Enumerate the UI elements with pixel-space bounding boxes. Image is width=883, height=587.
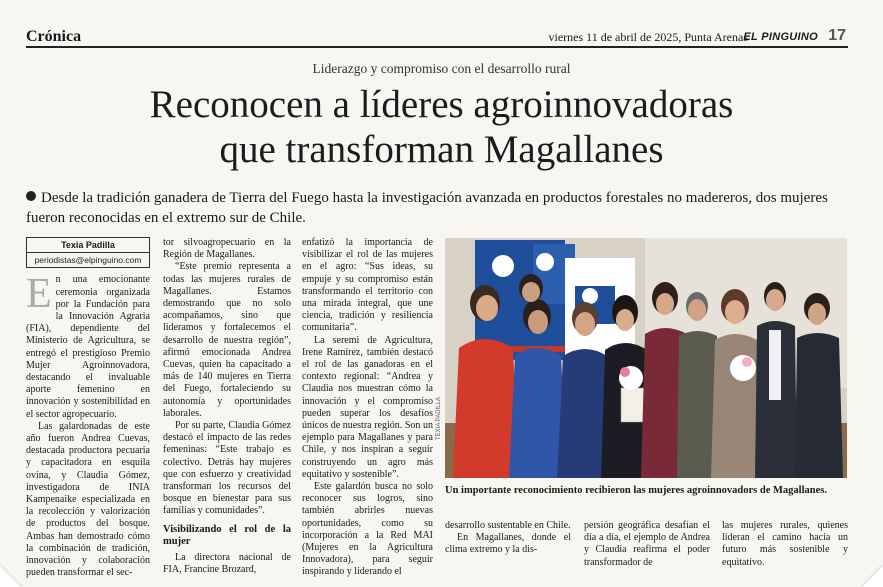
page-curl-right[interactable] <box>862 566 883 587</box>
photo-caption: Un importante reconocimiento recibieron las mujeres agroinnovadors de Magallanes. <box>445 485 827 496</box>
newspaper-name: EL PINGUINO <box>743 31 818 43</box>
subheading: Visibilizando el rol de la mujer <box>163 523 291 548</box>
paragraph-text: n una emocionante ceremonia organizada por la Fundación para la Innovación Agraria (FIA), dependiente del Ministerio de Agricultura, se entregó el prestigioso Premio Mujer Agroinnovadora, destacando el invaluable aporte femenino en innovación y sostenibilidad en el sector agropecuario. <box>26 274 150 420</box>
paragraph: La seremi de Agricultura, Irene Ramírez, también destacó el rol de las ganadoras en el contexto regional: “Andrea y Claudia nos muestran cómo la innovación y el compromiso pueden superar los desafíos únicos de nuestra región. Son un ejemplo para Magallanes y para Chile, y nos inspiran a seguir construyendo un agro más equitativo y sostenible”. <box>302 334 433 480</box>
article-lead <box>26 188 856 228</box>
page-header <box>26 26 848 48</box>
byline-name: Texia Padilla <box>27 238 149 253</box>
paragraph: persión geográfica desafían el día a día, el ejemplo de Andrea y Claudia reafirma el poder transformador de <box>584 520 710 568</box>
paragraph: La directora nacional de FIA, Francine Brozard, <box>163 551 291 575</box>
paragraph: Las galardonadas de este año fueron Andrea Cuevas, destacada productora pecuaria y capacitadora en esquila ovina, y Claudia Gómez, investigadora de INIA Kampenaike especializada en la recolección y valorización de productos del bosque. Ambas han demostrado cómo la combinación de tradición, innovación y colaboración pueden transformar el sec- <box>26 420 150 579</box>
lead-text: Desde la tradición ganadera de Tierra del Fuego hasta la investigación avanzada en productos forestales no madereros, dos mujeres fueron reconocidas en el extremo sur de Chile. <box>26 190 828 226</box>
paragraph: tor silvoagropecuario en la Región de Magallanes. <box>163 237 291 261</box>
bullet-icon <box>26 191 36 201</box>
section-name: Crónica <box>26 28 82 45</box>
group-photo-illustration <box>445 238 847 478</box>
page-curl-left[interactable] <box>0 566 21 587</box>
byline-email: periodistas@elpinguino.com <box>34 255 142 266</box>
headline-line-2: que transforman Magallanes <box>219 128 664 171</box>
article-kicker: Liderazgo y compromiso con el desarrollo rural <box>312 61 571 76</box>
paragraph <box>26 271 150 420</box>
paragraph: las mujeres rurales, quienes lideran el camino hacia un futuro más sostenible y equitativo. <box>722 520 848 568</box>
column-6 <box>722 520 848 569</box>
photo-credit: TEXIA PADILLA <box>436 397 442 440</box>
drop-cap: E <box>26 271 52 318</box>
page-number: 17 <box>828 27 846 44</box>
column-4 <box>445 520 571 557</box>
headline-line-1: Reconocen a líderes agroinnovadoras <box>149 83 734 126</box>
article-headline <box>0 82 883 172</box>
paragraph: desarrollo sustentable en Chile. <box>445 520 571 531</box>
column-2 <box>163 237 291 576</box>
paragraph: Este galardón busca no solo reconocer sus logros, sino también abrirles nuevas oportunidades, como su incorporación a la Red MAI (Mujeres en la Agricultura Innovadora), para seguir inspirando y liderando el <box>302 481 433 578</box>
column-1 <box>26 237 150 579</box>
article-photo <box>445 238 847 478</box>
paragraph: “Este premio representa a todas las mujeres rurales de Magallanes. Estamos demostrando que no solo acompañamos, sino que lideramos y fortalecemos el desarrollo de nuestra región”, afirmó emocionada Andrea Cuevas, quien ha capacitado a más de 140 mujeres en Tierra del Fuego, fortaleciendo su autonomía y oportunidades laborales. <box>163 261 291 419</box>
paragraph: En Magallanes, donde el clima extremo y la dis- <box>445 532 571 556</box>
column-5 <box>584 520 710 569</box>
paragraph: Por su parte, Claudia Gómez destacó el impacto de las redes femeninas: “Este trabajo es colectivo. Detrás hay mujeres que con esfuerzo y creatividad transforman los recursos del bosque en bienestar para sus familias y comunidades”. <box>163 420 291 517</box>
dateline: viernes 11 de abril de 2025, Punta Arenas <box>548 30 748 44</box>
byline-box <box>26 237 150 268</box>
paragraph: enfatizó la importancia de visibilizar el rol de las mujeres en el agro: “Sus ideas, su empuje y su compromiso están transformando el territorio con una mirada integral, que une ciencia, tradición y resiliencia comunitaria”. <box>302 237 433 334</box>
column-3 <box>302 237 433 579</box>
